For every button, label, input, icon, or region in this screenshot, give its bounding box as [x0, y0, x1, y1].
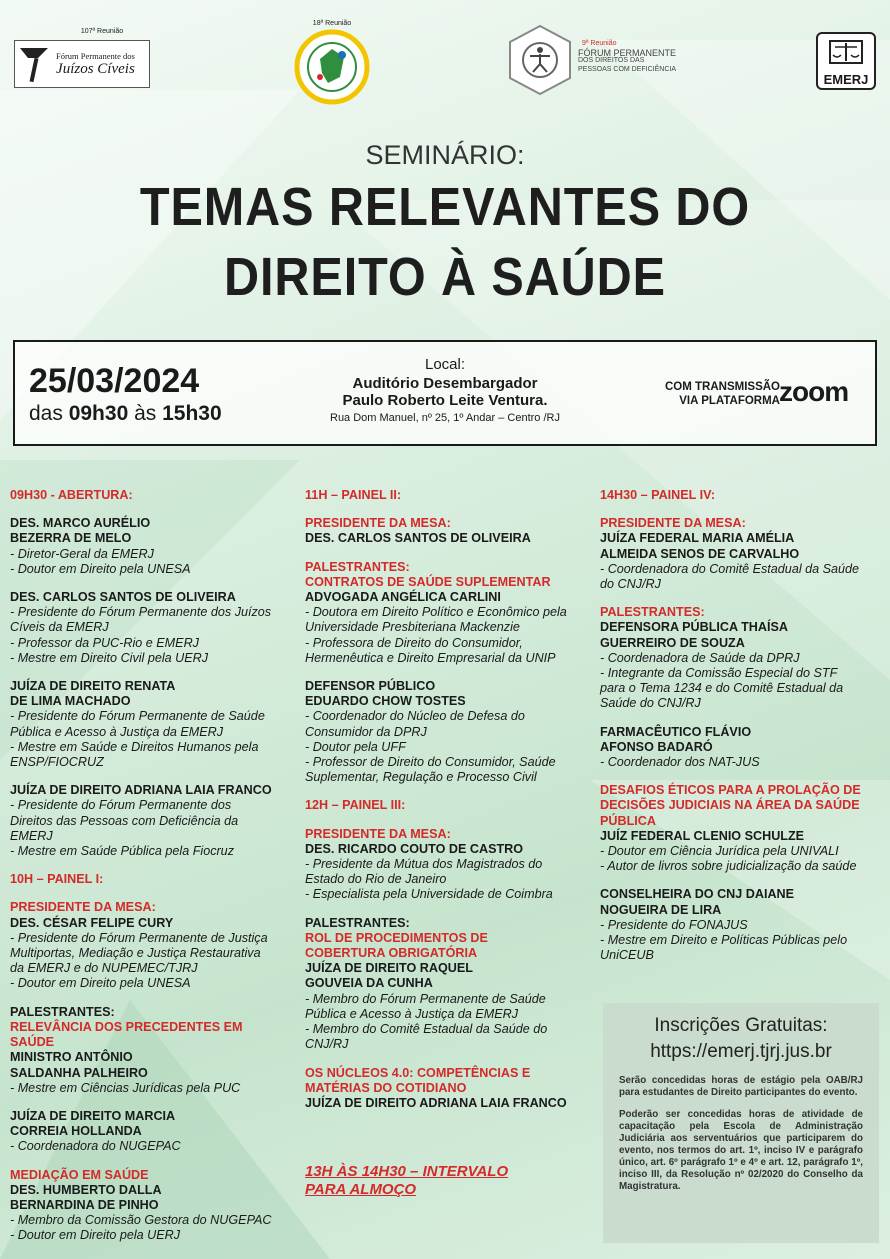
- logo-forum-juizos-civeis: [14, 28, 150, 88]
- speaker-name: AFONSO BADARÓ: [600, 739, 713, 754]
- speaker-credential: da EMERJ e do NUPEMEC/TJRJ: [10, 961, 198, 976]
- speaker-block: [600, 725, 882, 771]
- speaker-block: [10, 1168, 300, 1244]
- speaker-block: [10, 516, 300, 577]
- speaker-name: ALMEIDA SENOS DE CARVALHO: [600, 546, 800, 561]
- speaker-block: [305, 1066, 595, 1112]
- program-column-2: [305, 488, 595, 1124]
- speaker-credential: - Doutor em Ciência Jurídica pela UNIVALI: [600, 844, 839, 859]
- venue-line2: Paulo Roberto Leite Ventura.: [342, 392, 548, 409]
- speaker-credential: - Professor da PUC-Rio e EMERJ: [10, 635, 199, 650]
- speaker-credential: - Mestre em Direito Civil pela UERJ: [10, 650, 209, 665]
- speaker-name: SALDANHA PALHEIRO: [10, 1065, 148, 1080]
- speaker-name: CORREIA HOLLANDA: [10, 1124, 142, 1139]
- speaker-credential: Consumidor da DPRJ: [305, 724, 427, 739]
- speaker-credential: - Doutor pela UFF: [305, 739, 406, 754]
- speaker-credential: CNJ/RJ: [305, 1037, 349, 1052]
- scales-of-justice-icon: [826, 37, 866, 67]
- topic-heading: COBERTURA OBRIGATÓRIA: [305, 946, 478, 961]
- program-column-3: [600, 488, 882, 976]
- speaker-credential: Universidade Presbiteriana Mackenzie: [305, 620, 520, 635]
- speaker-credential: - Coordenador dos NAT-JUS: [600, 755, 760, 770]
- speaker-credential: - Presidente do Fórum Permanente dos Juízos: [10, 605, 272, 620]
- event-date: 25/03/2024: [29, 362, 200, 400]
- speaker-credential: - Membro do Comitê Estadual da Saúde do: [305, 1022, 548, 1037]
- speaker-block: [10, 590, 300, 666]
- speaker-name: CONSELHEIRA DO CNJ DAIANE: [600, 887, 795, 902]
- speaker-credential: Multiportas, Mediação e Justiça Restaurativa: [10, 946, 261, 961]
- speaker-credential: - Coordenadora do NUGEPAC: [10, 1139, 181, 1154]
- title-kicker: SEMINÁRIO:: [365, 140, 525, 170]
- speaker-name: DES. RICARDO COUTO DE CASTRO: [305, 841, 524, 856]
- gavel-icon: [18, 44, 52, 84]
- event-time: das 09h30 às 15h30: [29, 402, 222, 425]
- speaker-credential: - Autor de livros sobre judicialização da saúde: [600, 859, 857, 874]
- intervalo-line1: 13H ÀS 14H30 – INTERVALO: [305, 1163, 509, 1180]
- speaker-name: JUÍZA DE DIREITO RENATA: [10, 679, 176, 694]
- speaker-credential: do CNJ/RJ: [600, 577, 661, 592]
- speaker-credential: - Coordenadora do Comitê Estadual da Saúde: [600, 561, 860, 576]
- speaker-credential: - Coordenador do Núcleo de Defesa do: [305, 709, 525, 724]
- speaker-credential: - Professor de Direito do Consumidor, Saúde: [305, 755, 556, 770]
- speaker-name: GUERREIRO DE SOUZA: [600, 635, 745, 650]
- section-heading-text: 14H30 – PAINEL IV:: [600, 488, 716, 502]
- speaker-block: [305, 560, 595, 666]
- speaker-name: DES. CARLOS SANTOS DE OLIVEIRA: [305, 531, 531, 546]
- speaker-credential: Estado do Rio de Janeiro: [305, 872, 447, 887]
- speaker-credential: - Presidente do Fórum Permanente dos: [10, 798, 232, 813]
- speaker-block: [600, 887, 882, 963]
- speakers-label: PALESTRANTES:: [305, 915, 410, 930]
- speaker-block: [305, 827, 595, 903]
- transmission-line1: COM TRANSMISSÃO: [665, 381, 780, 393]
- speaker-credential: Hermenêutica e Direito Empresarial da UNIP: [305, 650, 556, 665]
- speaker-block: [600, 783, 882, 874]
- speaker-credential: - Mestre em Ciências Jurídicas pela PUC: [10, 1080, 241, 1095]
- speaker-credential: - Membro do Fórum Permanente de Saúde: [305, 991, 546, 1006]
- speaker-name: JUÍZA DE DIREITO RAQUEL: [305, 961, 473, 976]
- speaker-credential: - Membro da Comissão Gestora do NUGEPAC: [10, 1213, 272, 1228]
- intervalo-notice: [305, 1163, 508, 1199]
- logo-saude-meeting: 18ª Reunião: [312, 20, 352, 27]
- forum-saude-emblem-icon: [294, 29, 370, 105]
- speaker-name: JUÍZA DE DIREITO MARCIA: [10, 1108, 176, 1123]
- logo-civeis-meeting: 107ª Reunião: [80, 28, 124, 35]
- local-label: Local:: [424, 356, 466, 373]
- speaker-name: DES. HUMBERTO DALLA: [10, 1182, 162, 1197]
- speaker-block: [600, 605, 882, 711]
- speaker-name: EDUARDO CHOW TOSTES: [305, 694, 466, 709]
- speaker-name: JUÍZA FEDERAL MARIA AMÉLIA: [600, 531, 795, 546]
- topic-heading: DECISÕES JUDICIAIS NA ÁREA DA SAÚDE: [600, 798, 860, 813]
- logo-emerj-label: EMERJ: [823, 72, 869, 87]
- speaker-name: JUÍZ FEDERAL CLENIO SCHULZE: [600, 828, 805, 843]
- speaker-name: ADVOGADA ANGÉLICA CARLINI: [305, 590, 501, 605]
- speaker-block: [600, 516, 882, 592]
- topic-heading: ROL DE PROCEDIMENTOS DE: [305, 930, 488, 945]
- topic-heading: MATÉRIAS DO COTIDIANO: [305, 1080, 467, 1095]
- inscricoes-panel: [603, 1003, 879, 1243]
- speaker-credential: Pública e Acesso à Justiça da EMERJ: [10, 724, 224, 739]
- speaker-credential: - Professora de Direito do Consumidor,: [305, 635, 523, 650]
- accessibility-hexagon-icon: [508, 24, 572, 96]
- logo-deficiencia-line2: DOS DIREITOS DAS: [578, 57, 645, 64]
- speaker-block: [305, 916, 595, 1053]
- speaker-credential: Pública e Acesso à Justiça da EMERJ: [305, 1006, 519, 1021]
- schedule-section-heading: [305, 488, 595, 503]
- topic-heading: PRESIDENTE DA MESA:: [305, 826, 451, 841]
- schedule-section-heading: [305, 798, 595, 813]
- speaker-credential: - Presidente do FONAJUS: [600, 917, 748, 932]
- program-column-1: [10, 488, 300, 1257]
- speaker-credential: - Coordenadora de Saúde da DPRJ: [600, 650, 800, 665]
- event-info-box: [13, 340, 877, 446]
- speaker-credential: - Especialista pela Universidade de Coimbra: [305, 887, 553, 902]
- speaker-credential: - Doutor em Direito pela UERJ: [10, 1228, 181, 1243]
- speaker-block: [305, 516, 595, 546]
- speaker-name: DES. CÉSAR FELIPE CURY: [10, 915, 174, 930]
- title-line2: DIREITO À SAÚDE: [224, 247, 666, 307]
- speaker-block: [10, 1109, 300, 1155]
- speaker-credential: - Mestre em Direito e Políticas Públicas pelo: [600, 933, 848, 948]
- logo-deficiencia-line3: PESSOAS COM DEFICIÊNCIA: [578, 65, 677, 73]
- logo-civeis-line2: Juízos Cíveis: [56, 60, 135, 77]
- logo-deficiencia-line1: FÓRUM PERMANENTE: [578, 47, 677, 58]
- speaker-credential: - Presidente do Fórum Permanente de Justiça: [10, 930, 268, 945]
- speaker-credential: - Doutor em Direito pela UNESA: [10, 561, 191, 576]
- speaker-name: BERNARDINA DE PINHO: [10, 1197, 159, 1212]
- speaker-credential: ENSP/FIOCRUZ: [10, 755, 104, 770]
- inscricoes-url[interactable]: https://emerj.tjrj.jus.br: [650, 1041, 832, 1062]
- title-line1: TEMAS RELEVANTES DO: [139, 177, 751, 237]
- speaker-credential: - Presidente da Mútua dos Magistrados do: [305, 857, 543, 872]
- topic-heading: PRESIDENTE DA MESA:: [10, 900, 156, 915]
- speaker-credential: Suplementar, Regulação e Processo Civil: [305, 770, 537, 785]
- venue-line1: Auditório Desembargador: [352, 375, 538, 392]
- speaker-name: DEFENSOR PÚBLICO: [305, 679, 436, 694]
- speaker-block: [10, 900, 300, 991]
- speaker-name: DES. MARCO AURÉLIO: [10, 516, 151, 531]
- topic-heading: DESAFIOS ÉTICOS PARA A PROLAÇÃO DE: [600, 783, 861, 798]
- section-heading-text: 12H – PAINEL III:: [305, 798, 406, 813]
- transmission-line2: VIA PLATAFORMA: [679, 395, 780, 407]
- speaker-credential: - Presidente do Fórum Permanente de Saúde: [10, 709, 265, 724]
- topic-heading: RELEVÂNCIA DOS PRECEDENTES EM: [10, 1019, 243, 1034]
- speaker-credential: para o Tema 1234 e do Comitê Estadual da: [600, 681, 844, 696]
- topic-heading: OS NÚCLEOS 4.0: COMPETÊNCIAS E: [305, 1065, 531, 1080]
- topic-heading: SAÚDE: [10, 1035, 55, 1050]
- speaker-block: [10, 679, 300, 770]
- speaker-name: DEFENSORA PÚBLICA THAÍSA: [600, 620, 788, 635]
- speaker-name: FARMACÊUTICO FLÁVIO: [600, 724, 752, 739]
- speaker-name: DE LIMA MACHADO: [10, 694, 131, 709]
- speaker-credential: - Diretor-Geral da EMERJ: [10, 546, 154, 561]
- speaker-name: NOGUEIRA DE LIRA: [600, 902, 722, 917]
- topic-heading: PRESIDENTE DA MESA:: [305, 516, 451, 531]
- topic-heading: PALESTRANTES:: [600, 605, 705, 620]
- speaker-credential: - Integrante da Comissão Especial do STF: [600, 666, 838, 681]
- zoom-logo: zoom: [779, 376, 849, 407]
- venue-address: Rua Dom Manuel, nº 25, 1º Andar – Centro /RJ: [330, 412, 560, 424]
- speaker-name: MINISTRO ANTÔNIO: [10, 1050, 133, 1065]
- topic-heading: PALESTRANTES:: [305, 559, 410, 574]
- schedule-section-heading: [10, 872, 300, 887]
- intervalo-line2: PARA ALMOÇO: [305, 1181, 417, 1198]
- speaker-credential: - Doutor em Direito pela UNESA: [10, 976, 191, 991]
- speaker-block: [10, 783, 300, 859]
- inscricoes-note-oab: Serão concedidas horas de estágio pela OAB/RJ para estudantes de Direito participantes do evento.: [619, 1075, 863, 1098]
- schedule-section-heading: [10, 488, 300, 503]
- topic-heading: CONTRATOS DE SAÚDE SUPLEMENTAR: [305, 574, 551, 589]
- topic-heading: MEDIAÇÃO EM SAÚDE: [10, 1167, 149, 1182]
- section-heading-text: 11H – PAINEL II:: [305, 488, 402, 502]
- speakers-label: PALESTRANTES:: [10, 1004, 115, 1019]
- section-heading-text: 10H – PAINEL I:: [10, 872, 104, 887]
- speaker-credential: UniCEUB: [600, 948, 654, 963]
- speaker-credential: Cíveis da EMERJ: [10, 620, 109, 635]
- speaker-credential: EMERJ: [10, 828, 53, 843]
- speaker-credential: - Mestre em Saúde Pública pela Fiocruz: [10, 844, 234, 859]
- speaker-block: [305, 679, 595, 785]
- speaker-credential: Saúde do CNJ/RJ: [600, 696, 701, 711]
- logo-forum-saude: [292, 20, 372, 110]
- speaker-name: JUÍZA DE DIREITO ADRIANA LAIA FRANCO: [305, 1095, 567, 1110]
- speaker-credential: Direitos das Pessoas com Deficiência da: [10, 813, 239, 828]
- schedule-section-heading: [600, 488, 882, 503]
- inscricoes-title: Inscrições Gratuitas:: [654, 1015, 828, 1036]
- topic-heading: PRESIDENTE DA MESA:: [600, 516, 746, 531]
- speaker-name: JUÍZA DE DIREITO ADRIANA LAIA FRANCO: [10, 783, 272, 798]
- logo-deficiencia-meeting: 9ª Reunião: [582, 40, 617, 47]
- speaker-name: DES. CARLOS SANTOS DE OLIVEIRA: [10, 590, 236, 605]
- topic-heading: PÚBLICA: [600, 813, 656, 828]
- inscricoes-note-capacitacao: Poderão ser concedidas horas de atividade de capacitação pela Escola de Administração Judiciária aos serventuários que participarem do evento, nos termos do art. 1º, inciso IV e parágrafo único, art. 6º parágrafo 1º e 4º e art. 12, parágrafo 1º, inciso III, da Resolução nº 02/2020 do Conselho da Magistratura.: [619, 1109, 863, 1192]
- logo-forum-deficiencia: [508, 24, 688, 98]
- speaker-block: [10, 1005, 300, 1096]
- speaker-credential: - Mestre em Saúde e Direitos Humanos pela: [10, 739, 259, 754]
- speaker-name: GOUVEIA DA CUNHA: [305, 976, 433, 991]
- logo-emerj: [816, 32, 876, 90]
- logo-civeis-line1: Fórum Permanente dos: [56, 50, 135, 61]
- speaker-credential: - Doutora em Direito Político e Econômico pela: [305, 605, 567, 620]
- section-heading-text: 09H30 - ABERTURA:: [10, 488, 133, 502]
- speaker-name: BEZERRA DE MELO: [10, 531, 132, 546]
